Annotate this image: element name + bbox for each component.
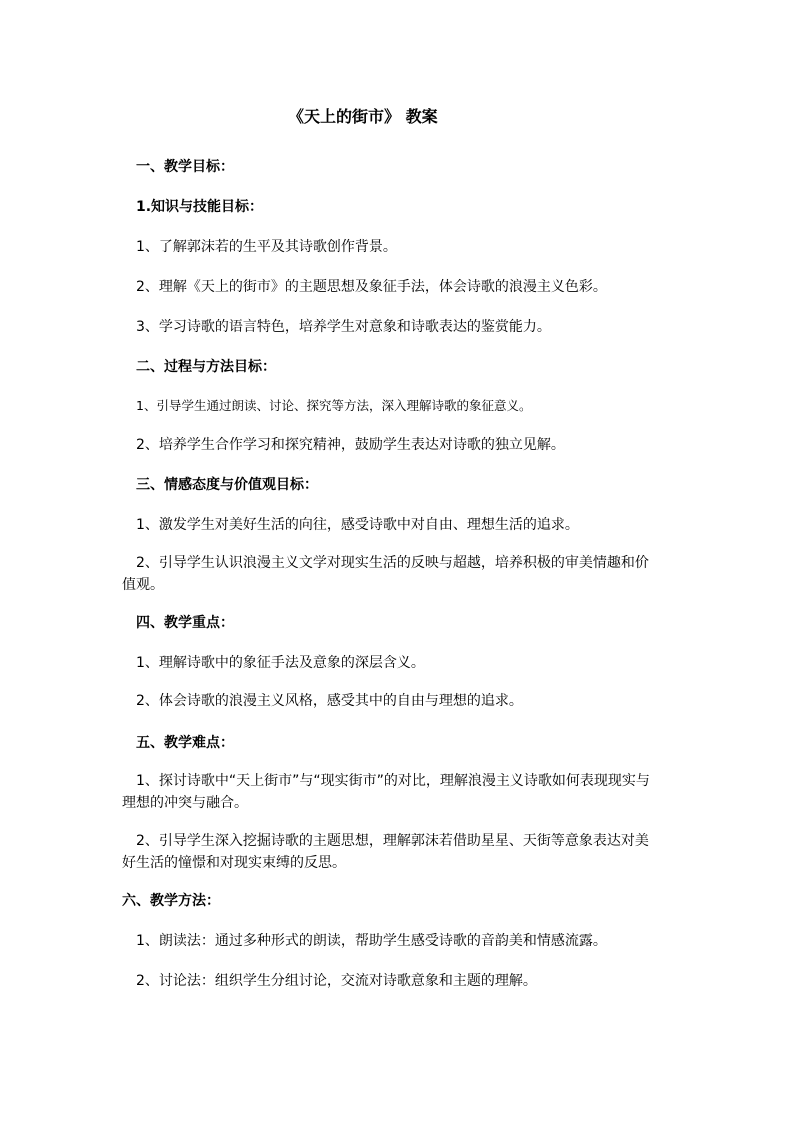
section-heading: 三、情感态度与价值观目标：	[136, 477, 318, 493]
list-item: 2、讨论法：组织学生分组讨论，交流对诗歌意象和主题的理解。	[136, 973, 537, 989]
list-item: 2、引导学生认识浪漫主义文学对现实生活的反映与超越，培养积极的审美情趣和价值观。	[122, 555, 649, 593]
list-item: 3、学习诗歌的语言特色，培养学生对意象和诗歌表达的鉴赏能力。	[136, 319, 551, 335]
section-heading: 一、教学目标：	[136, 159, 234, 175]
list-item: 2、体会诗歌的浪漫主义风格，感受其中的自由与理想的追求。	[136, 693, 523, 709]
list-item: 2、培养学生合作学习和探究精神，鼓励学生表达对诗歌的独立见解。	[136, 437, 565, 453]
section-heading: 二、过程与方法目标：	[136, 359, 276, 375]
document-title: 《天上的街市》 教案	[288, 107, 438, 126]
list-item: 1、了解郭沫若的生平及其诗歌创作背景。	[136, 239, 397, 255]
list-item: 1、激发学生对美好生活的向往，感受诗歌中对自由、理想生活的追求。	[136, 517, 579, 533]
section-heading: 六、教学方法：	[122, 893, 220, 909]
section-subheading: 1.知识与技能目标：	[136, 199, 264, 215]
list-item: 2、理解《天上的街市》的主题思想及象征手法，体会诗歌的浪漫主义色彩。	[136, 279, 607, 295]
list-item: 2、引导学生深入挖掘诗歌的主题思想，理解郭沫若借助星星、天街等意象表达对美好生活的憧憬和对现实束缚的反思。	[122, 833, 649, 871]
section-heading: 四、教学重点：	[136, 615, 234, 631]
list-item: 1、朗读法：通过多种形式的朗读，帮助学生感受诗歌的音韵美和情感流露。	[136, 933, 607, 949]
list-item: 1、探讨诗歌中“天上街市”与“现实街市”的对比，理解浪漫主义诗歌如何表现现实与理想的冲突与融合。	[122, 773, 650, 811]
list-item: 1、理解诗歌中的象征手法及意象的深层含义。	[136, 655, 425, 671]
section-heading: 五、教学难点：	[136, 735, 234, 751]
list-item: 1、引导学生通过朗读、讨论、探究等方法，深入理解诗歌的象征意义。	[136, 398, 532, 413]
